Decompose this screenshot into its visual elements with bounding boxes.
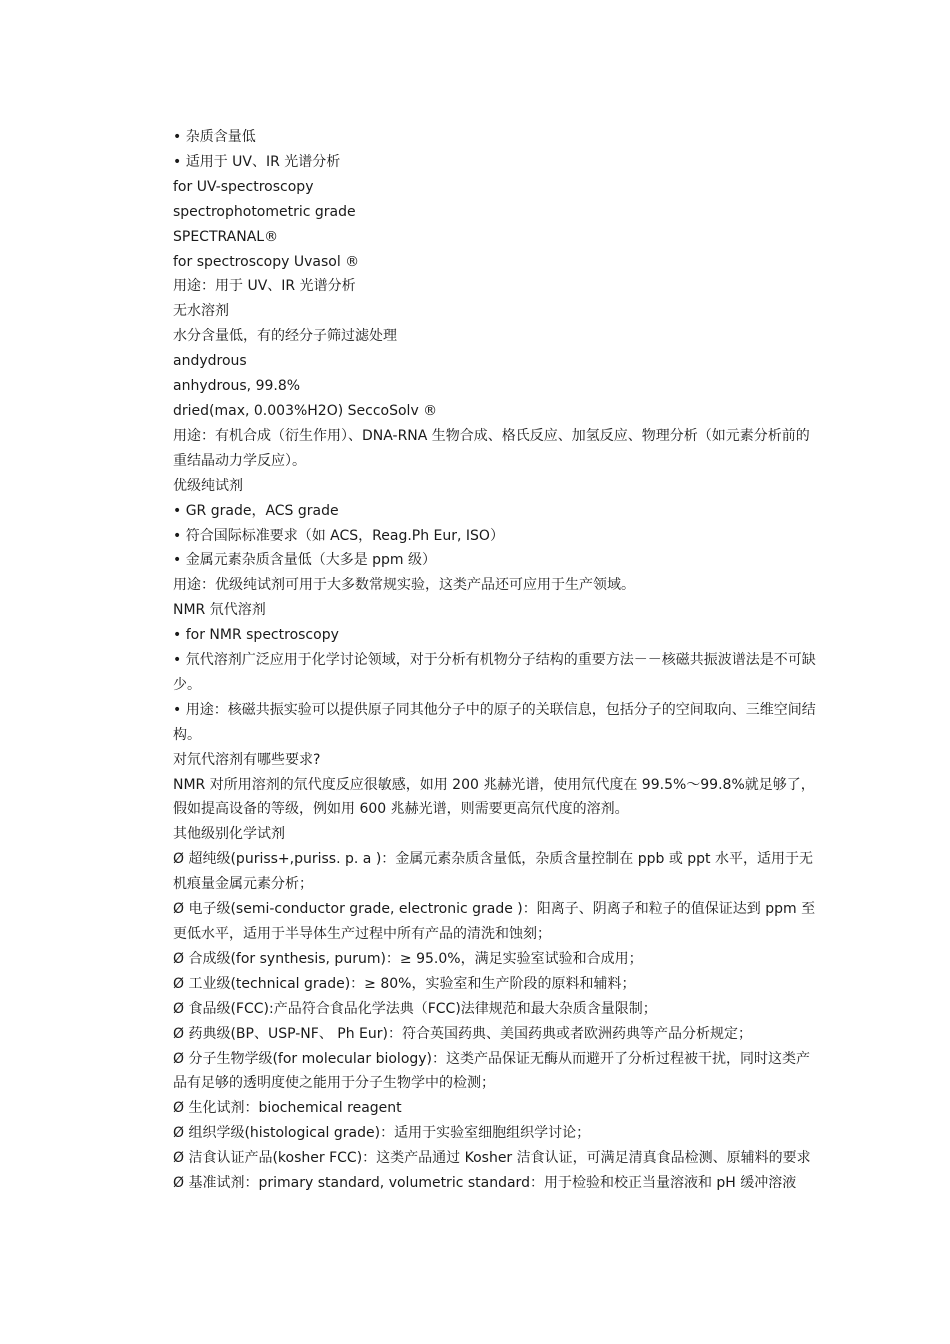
text-line: • 金属元素杂质含量低（大多是 ppm 级） — [173, 552, 437, 569]
text-paragraph: Ø 超纯级(puriss+,puriss. p. a )：金属元素杂质含量低，杂质含量控制在 ppb 或 ppt 水平，适用于无机痕量金属元素分析； — [173, 851, 813, 893]
text-line: andydrous — [173, 353, 247, 370]
text-paragraph: • 用途：核磁共振实验可以提供原子同其他分子中的原子的关联信息，包括分子的空间取向、三维空间结构。 — [173, 701, 816, 743]
text-line: • GR grade，ACS grade — [173, 502, 339, 519]
text-paragraph: NMR 对所用溶剂的氘代度反应很敏感，如用 200 兆赫光谱，使用氘代度在 99.5%～99.8%就足够了，假如提高设备的等级，例如用 600 兆赫光谱，则需要更高氘代度的溶剂。 — [173, 776, 815, 818]
text-line: Ø 基准试剂：primary standard, volumetric standard：用于检验和校正当量溶液和 pH 缓冲溶液 — [173, 1175, 797, 1192]
text-line: Ø 食品级(FCC):产品符合食品化学法典（FCC)法律规范和最大杂质含量限制； — [173, 1000, 657, 1017]
text-paragraph: Ø 洁食认证产品(kosher FCC)：这类产品通过 Kosher 洁食认证，可满足清真食品检测、原辅料的要求 — [173, 1150, 811, 1167]
text-line: Ø 药典级(BP、USP-NF、 Ph Eur)：符合英国药典、美国药典或者欧洲药典等产品分析规定； — [173, 1025, 752, 1042]
section-heading: NMR 氘代溶剂 — [173, 602, 266, 619]
section-heading: 无水溶剂 — [173, 303, 229, 320]
text-line: Ø 合成级(for synthesis, purum)：≥ 95.0%，满足实验室试验和合成用； — [173, 950, 643, 967]
text-line: for UV-spectroscopy — [173, 178, 314, 195]
text-line: 水分含量低，有的经分子筛过滤处理 — [173, 328, 397, 345]
text-line: dried(max, 0.003%H2O) SeccoSolv ® — [173, 402, 438, 419]
text-line: SPECTRANAL® — [173, 228, 279, 245]
text-line: 用途：用于 UV、IR 光谱分析 — [173, 278, 356, 295]
text-line: • for NMR spectroscopy — [173, 627, 339, 644]
section-heading: 优级纯试剂 — [173, 477, 243, 494]
text-line: anhydrous, 99.8% — [173, 378, 301, 395]
text-line: 对氘代溶剂有哪些要求? — [173, 751, 321, 768]
section-heading: 其他级别化学试剂 — [173, 826, 285, 843]
text-line: • 杂质含量低 — [173, 129, 256, 145]
document-page — [173, 125, 823, 1196]
text-line: Ø 工业级(technical grade)：≥ 80%，实验室和生产阶段的原料和辅料； — [173, 975, 636, 992]
text-line: for spectroscopy Uvasol ® — [173, 253, 360, 270]
text-paragraph: 用途：有机合成（衍生作用）、DNA-RNA 生物合成、格氏反应、加氢反应、物理分析（如元素分析前的重结晶动力学反应）。 — [173, 427, 810, 469]
text-line: spectrophotometric grade — [173, 203, 356, 220]
text-line: • 符合国际标准要求（如 ACS，Reag.Ph Eur, ISO） — [173, 527, 504, 544]
text-line: • 适用于 UV、IR 光谱分析 — [173, 153, 341, 170]
text-paragraph: Ø 电子级(semi-conductor grade, electronic grade )：阳离子、阴离子和粒子的值保证达到 ppm 至更低水平，适用于半导体生产过程中所有产品的清洗和蚀刻； — [173, 901, 816, 942]
text-line: 用途：优级纯试剂可用于大多数常规实验，这类产品还可应用于生产领域。 — [173, 577, 635, 594]
text-paragraph: Ø 分子生物学级(for molecular biology)：这类产品保证无酶从而避开了分析过程被干扰，同时这类产品有足够的透明度使之能用于分子生物学中的检测； — [173, 1050, 811, 1092]
text-line: Ø 生化试剂：biochemical reagent — [173, 1100, 402, 1117]
text-paragraph: • 氘代溶剂广泛应用于化学讨论领域，对于分析有机物分子结构的重要方法－－核磁共振波谱法是不可缺少。 — [173, 652, 816, 693]
text-line: Ø 组织学级(histological grade)：适用于实验室细胞组织学讨论； — [173, 1125, 591, 1142]
